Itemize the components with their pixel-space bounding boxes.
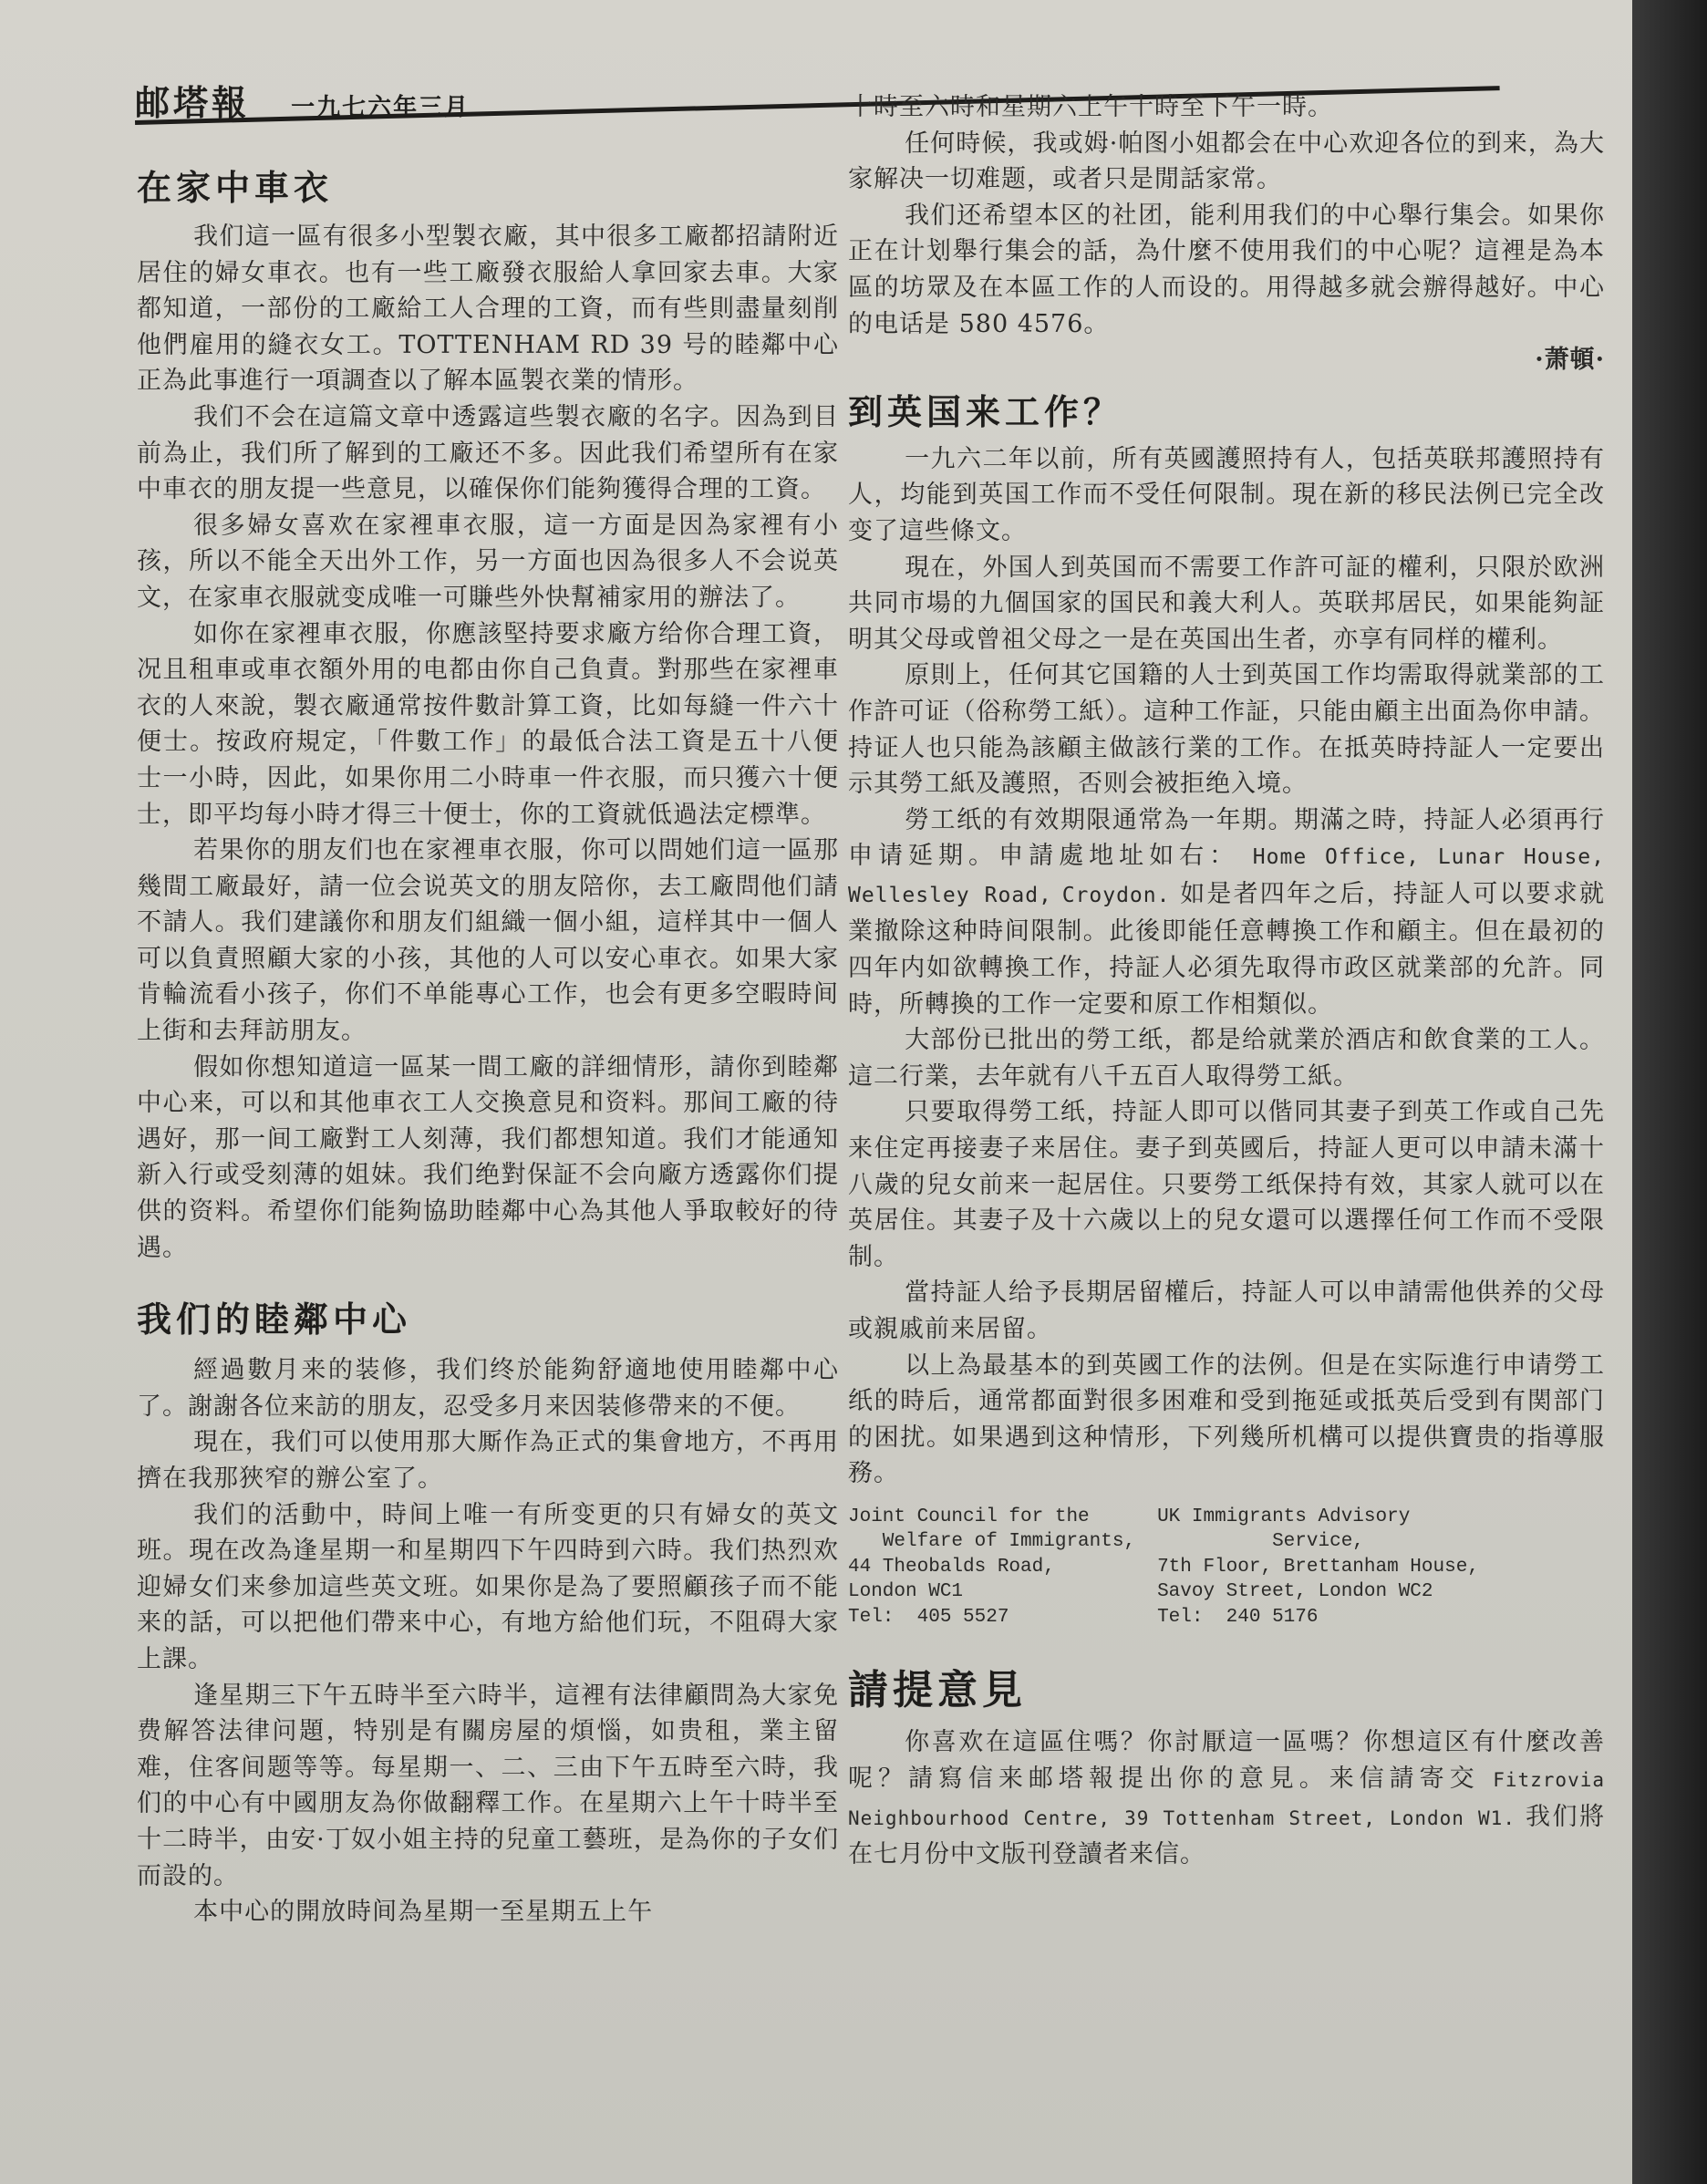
paragraph: 假如你想知道這一區某一間工廠的詳细情形，請你到睦鄰中心来，可以和其他車衣工人交換意見和资料。那间工廠的待遇好，那一间工廠對工人刻薄，我们都想知道。我们才能通知新入行或受刻薄的姐妹。我们绝對保証不会向廠方透露你们提供的资料。希望你们能夠協助睦鄰中心為其他人爭取較好的待遇。 xyxy=(137,1052,839,1262)
paragraph xyxy=(848,1724,1605,1872)
author-signature: ·萧頓· xyxy=(1535,346,1605,375)
text-segment: 如是者四年之后，持証人可以要求就業撤除这种時间限制。此後即能任意轉換工作和顧主。但在最初的四年内如欲轉換工作，持証人必須先取得市政区就業部的允許。同時，所轉換的工作一定要和原工作相類似。 xyxy=(848,879,1606,1019)
paragraph: 當持証人给予長期居留權后，持証人可以申請需他供养的父母或親戚前来居留。 xyxy=(848,1278,1605,1343)
article-title-feedback: 請提意見 xyxy=(848,1667,1027,1714)
text-segment: 你喜欢在這區住嗎？你討厭這一區嗎？你想這区有什麼改善呢？請寫信来邮塔報提出你的意見。来信請寄交 xyxy=(848,1728,1605,1794)
paragraph: 一九六二年以前，所有英國護照持有人，包括英联邦護照持有人，均能到英国工作而不受任何限制。現在新的移民法例已完全改变了這些條文。 xyxy=(848,444,1605,545)
paragraph: 若果你的朋友们也在家裡車衣服，你可以問她们這一區那幾間工廠最好，請一位会说英文的朋友陪你，去工廠問他们請不請人。我们建議你和朋友们組織一個小組，這样其中一個人可以負責照顧大家的小孩，其他的人可以安心車衣。如果大家肯輪流看小孩子，你们不单能專心工作，也会有更多空暇時间上街和去拜訪朋友。 xyxy=(137,836,839,1046)
page-edge-shadow xyxy=(1632,0,1707,2184)
paragraph: 原則上，任何其它国籍的人士到英国工作均需取得就業部的工作許可证（俗称勞工紙）。這种工作証，只能由顧主出面為你申請。持证人也只能為該顧主做該行業的工作。在抵英時持証人一定要出示其勞工紙及護照，否则会被拒绝入境。 xyxy=(848,661,1605,799)
paragraph: 本中心的開放時间為星期一至星期五上午 xyxy=(193,1898,654,1927)
text-segment: 我们將在七月份中文版刊登讀者来信。 xyxy=(848,1802,1605,1869)
paragraph: 任何時候，我或姆·帕图小姐都会在中心欢迎各位的到来，為大家解决一切难题，或者只是閒話家常。 xyxy=(848,129,1605,194)
paragraph: 經過數月来的装修，我们终於能夠舒適地使用睦鄰中心了。謝謝各位来訪的朋友，忍受多月来因装修帶来的不便。 xyxy=(137,1356,839,1421)
article-title-working-in-uk: 到英国来工作？ xyxy=(848,391,1123,432)
paragraph: 很多婦女喜欢在家裡車衣服，這一方面是因為家裡有小孩，所以不能全天出外工作，另一方面也因為很多人不会说英文，在家車衣服就变成唯一可賺些外快幫補家用的辦法了。 xyxy=(137,511,839,612)
home-office-address: Home Office, Lunar House, Wellesley Road, xyxy=(848,845,1605,907)
newspaper-title: 邮塔報 xyxy=(135,83,251,123)
address-ukias: UK Immigrants Advisory Service, 7th Floor, Brettanham House, Savoy Street, London WC2 Tel: 240 5176 xyxy=(1157,1506,1479,1628)
paragraph xyxy=(848,802,1605,1023)
paragraph: 現在，外国人到英国而不需要工作許可証的權利，只限於欧洲共同市場的九個国家的国民和義大利人。英联邦居民，如果能夠証明其父母或曾祖父母之一是在英国出生者，亦享有同样的權利。 xyxy=(848,553,1605,654)
home-office-town: Croydon. xyxy=(1061,883,1171,907)
paragraph: 我们的活動中，時间上唯一有所变更的只有婦女的英文班。現在改為逢星期一和星期四下午四時到六時。我们热烈欢迎婦女们来參加這些英文班。如果你是為了要照顧孩子而不能来的話，可以把他们帶来中心，有地方給他们玩，不阻碍大家上課。 xyxy=(137,1500,839,1673)
issue-date: 一九七六年三月 xyxy=(291,94,471,121)
paragraph: 我们还希望本区的社团，能利用我们的中心舉行集会。如果你正在计划舉行集会的話，為什麼不使用我们的中心呢？這裡是為本區的坊眾及在本區工作的人而设的。用得越多就会辦得越好。中心的电话是 580 4576。 xyxy=(848,201,1605,338)
paragraph: 以上為最基本的到英國工作的法例。但是在实际進行申请勞工纸的時后，通常都面對很多困难和受到拖延或抵英后受到有関部门的困扰。如果遇到这种情形，下列幾所机構可以提供寶贵的指導服務。 xyxy=(848,1351,1605,1488)
paragraph: 大部份已批出的勞工纸，都是给就業於酒店和飲食業的工人。這二行業，去年就有八千五百人取得勞工紙。 xyxy=(848,1026,1605,1091)
centre-address: Fitzrovia Neighbourhood Centre, 39 Tottenham Street, London W1. xyxy=(848,1769,1606,1829)
paragraph: 如你在家裡車衣服，你應該堅持要求廠方给你合理工資，况且租車或車衣額外用的电都由你自己負責。對那些在家裡車衣的人來說，製衣廠通常按件數計算工資，比如每縫一件六十便士。按政府規定，「件數工作」的最低合法工資是五十八便士一小時，因此，如果你用二小時車一件衣服，而只獲六十便士，即平均每小時才得三十便士，你的工資就低過法定標準。 xyxy=(137,619,839,829)
left-column xyxy=(137,150,839,1930)
paragraph: 現在，我们可以使用那大厮作為正式的集會地方，不再用擠在我那狹窄的辦公室了。 xyxy=(137,1428,839,1493)
paragraph: 我们不会在這篇文章中透露這些製衣廠的名字。因為到目前為止，我们所了解到的工廠还不多。因此我们希望所有在家中車衣的朋友提一些意見，以確保你们能夠獲得合理的工資。 xyxy=(137,402,839,504)
right-column xyxy=(848,89,1605,1873)
text-segment: 勞工纸的有效期限通常為一年期。期滿之時，持証人必須再行申请延期。申請處地址如右： xyxy=(848,805,1605,871)
advisory-addresses xyxy=(848,1505,1605,1630)
paragraph: 我们這一區有很多小型製衣廠，其中很多工廠都招請附近居住的婦女車衣。也有一些工廠發衣服給人拿回家去車。大家都知道，一部份的工廠給工人合理的工資，而有些則盡量刻削他們雇用的縫衣女工。TOTTENHAM RD 39 号的睦鄰中心正為此事進行一項調查以了解本區製衣業的情形。 xyxy=(137,223,839,396)
address-jcwi: Joint Council for the Welfare of Immigrants, 44 Theobalds Road, London WC1 Tel: 405 5527 xyxy=(848,1506,1136,1628)
article-title-sewing-at-home: 在家中車衣 xyxy=(137,168,334,208)
paragraph: 十時至六時和星期六上午十時至下午一時。 xyxy=(848,93,1333,121)
article-title-neighbourhood-centre: 我们的睦鄰中心 xyxy=(137,1299,412,1340)
paragraph: 只要取得勞工纸，持証人即可以偕同其妻子到英工作或自己先来住定再接妻子来居住。妻子到英國后，持証人更可以申請未滿十八歲的兒女前来一起居住。只要勞工纸保持有效，其家人就可以在英居住。其妻子及十六歲以上的兒女還可以選擇任何工作而不受限制。 xyxy=(848,1098,1605,1271)
paragraph: 逢星期三下午五時半至六時半，這裡有法律顧問為大家免费解答法律问題，特别是有關房屋的煩惱，如贵租，業主留难，住客间题等等。每星期一、二、三由下午五時至六時，我们的中心有中國朋友為你做翻釋工作。在星期六上午十時半至十二時半，由安·丁奴小姐主持的兒童工藝班，是為你的子女们而設的。 xyxy=(137,1681,839,1890)
